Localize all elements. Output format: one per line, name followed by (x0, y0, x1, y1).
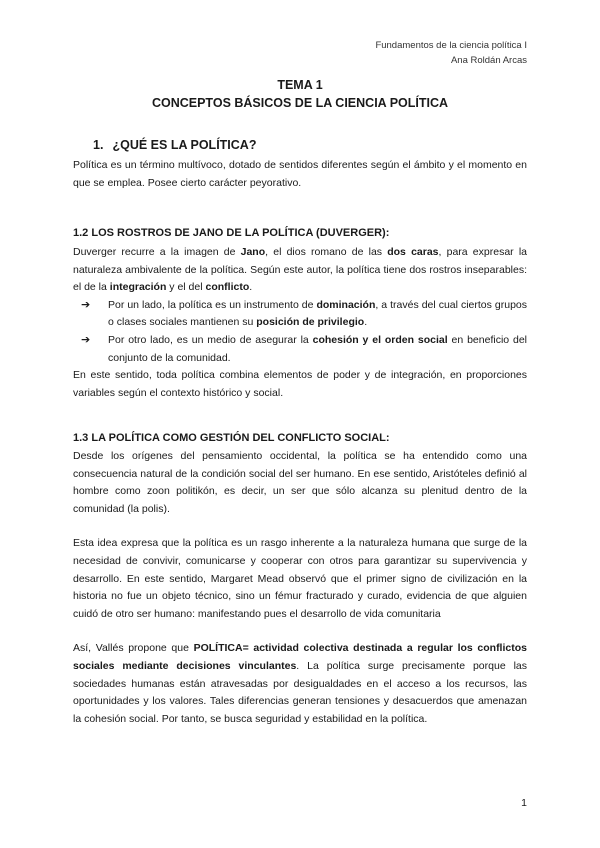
section2-heading: 1.2 LOS ROSTROS DE JANO DE LA POLÍTICA (DUVERGER): (73, 227, 390, 239)
section1-body (73, 157, 527, 192)
section3-heading: 1.3 LA POLÍTICA COMO GESTIÓN DEL CONFLICTO SOCIAL: (73, 432, 390, 444)
section1-heading (93, 138, 256, 152)
section3-body (73, 448, 527, 728)
list-item: ➔ Por otro lado, es un medio de asegurar la cohesión y el orden social en beneficio del conjunto de la comunidad. (81, 333, 527, 364)
section2-paragraph-2: En este sentido, toda política combina elementos de poder y de integración, en proporciones variables según el contexto histórico y social. (73, 369, 527, 399)
tema-title: TEMA 1 (277, 78, 323, 92)
section3-paragraph-1: Desde los orígenes del pensamiento occidental, la política se ha entendido como una consecuencia natural de la condición social del ser humano. En ese sentido, Aristóteles definió al hombre como zoon politikón, es decir, un ser que sólo alcanza su plenitud dentro de la comunidad (la polis). (73, 450, 527, 515)
arrow-right-icon: ➔ (81, 333, 91, 346)
page-header (375, 38, 527, 68)
section1-paragraph: Política es un término multívoco, dotado de sentidos diferentes según el ámbito y el momento en que se emplea. Posee cierto carácter peyorativo. (73, 159, 527, 189)
list-item: ➔ Por un lado, la política es un instrumento de dominación, a través del cual ciertos grupos o clases sociales mantienen su posición de privilegio. (81, 298, 527, 329)
section1-title: ¿QUÉ ES LA POLÍTICA? (112, 138, 257, 152)
section2-bullet-list (73, 297, 527, 367)
header-course: Fundamentos de la ciencia política I (375, 40, 527, 51)
header-author: Ana Roldán Arcas (450, 55, 527, 66)
section3-paragraph-3: Así, Vallés propone que POLÍTICA= actividad colectiva destinada a regular los conflictos sociales mediante decisiones vinculantes. La política surge precisamente porque las sociedades humanas están atravesadas por desigualdades en el acceso a los recursos, las oportunidades y los valores. Tales diferencias generan tensiones y desacuerdos que amenazan la cohesión social. Por tanto, se busca seguridad y estabilidad en la política. (73, 642, 527, 725)
tema-subtitle: CONCEPTOS BÁSICOS DE LA CIENCIA POLÍTICA (151, 96, 449, 110)
section2-body (73, 244, 527, 402)
page-number: 1 (521, 797, 527, 809)
section3-paragraph-2: Esta idea expresa que la política es un rasgo inherente a la naturaleza humana que surge de la necesidad de convivir, comunicarse y cooperar con otros para garantizar su supervivencia y desarrollo. En este sentido, Margaret Mead observó que el primer signo de civilización en la historia no fue un objeto técnico, sino un fémur fracturado y curado, evidencia de que alguien cuidó de otro ser humano: manifestando pues el desarrollo de vida comunitaria (73, 537, 527, 620)
section2-paragraph-1: Duverger recurre a la imagen de Jano, el dios romano de las dos caras, para expresar la naturaleza ambivalente de la política. Según este autor, la política tiene dos rostros inseparables: el de la integración y el del conflicto. (73, 246, 528, 294)
arrow-right-icon: ➔ (81, 298, 91, 311)
section1-number: 1. (93, 138, 104, 152)
